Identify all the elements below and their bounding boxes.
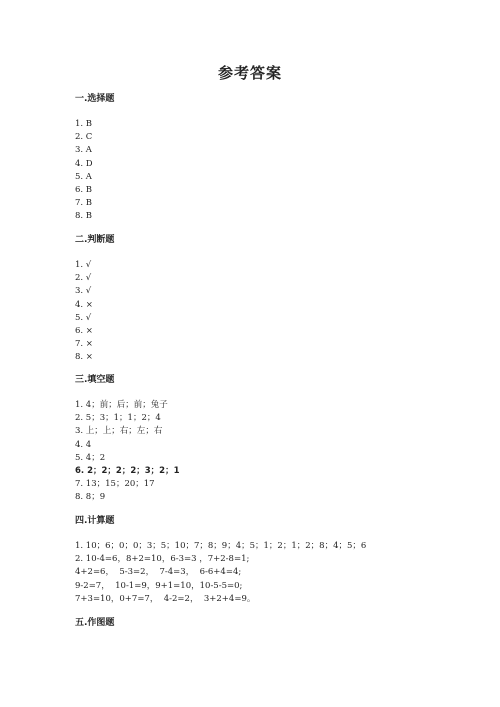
answer-line: 5. √ <box>75 312 92 323</box>
section-choice <box>75 92 435 224</box>
answer-line: 8. B <box>75 211 93 222</box>
section-heading: 二.判断题 <box>75 235 115 245</box>
answer-line: 6. B <box>75 184 93 195</box>
answer-line: 7. B <box>75 198 93 209</box>
answer-list <box>75 259 435 365</box>
section-heading: 一.选择题 <box>75 94 115 104</box>
answer-line: 9-2=7， 10-1=9，9+1=10，10-5-5=0; <box>75 580 243 591</box>
answer-list <box>75 118 435 224</box>
answer-line: 1. 4；前；后；前；兔子 <box>75 400 168 410</box>
answer-line: 7+3=10，0+7=7， 4-2=2， 3+2+4=9。 <box>75 593 256 604</box>
answer-line: 1. 10；6；0；0；3；5；10；7；8；9；4；5；1；2；1；2；8；4；5；6 <box>75 541 367 551</box>
answer-line: 4. × <box>75 299 93 310</box>
section-fill-blank <box>75 373 435 505</box>
answer-line: 2. 10-4=6，8+2=10，6-3=3 ，7+2-8=1; <box>75 554 250 565</box>
answer-line: 2. C <box>75 132 93 143</box>
page-title: 参考答案 <box>217 64 282 82</box>
answer-line: 1. B <box>75 119 93 129</box>
answer-line: 1. √ <box>75 260 92 270</box>
answer-line: 4+2=6， 5-3=2， 7-4=3， 6-6+4=4; <box>75 567 242 578</box>
section-drawing <box>75 616 435 630</box>
answer-line: 8. × <box>75 352 93 363</box>
answer-list <box>75 399 435 505</box>
answer-line: 5. A <box>75 171 92 182</box>
answer-line: 6. × <box>75 325 93 336</box>
answer-line: 2. 5；3；1；1；2；4 <box>75 413 161 424</box>
answer-line: 7. 13；15；20；17 <box>75 479 155 490</box>
answer-line: 2. √ <box>75 273 92 284</box>
answer-line: 6. 2；2；2；2；3；2；1 <box>75 465 180 476</box>
answer-line: 3. A <box>75 145 92 156</box>
answer-line: 4. D <box>75 158 93 169</box>
section-heading: 五.作图题 <box>75 618 115 628</box>
section-calculation <box>75 514 435 606</box>
section-heading: 三.填空题 <box>75 375 115 385</box>
answer-list <box>75 540 435 606</box>
answer-line: 7. × <box>75 339 93 350</box>
answer-line: 5. 4；2 <box>75 452 106 463</box>
section-judgment <box>75 233 435 365</box>
answer-line: 3. 上；上；右；左；右 <box>75 426 163 437</box>
answer-line: 4. 4 <box>75 439 92 450</box>
answer-line: 8. 8；9 <box>75 492 106 503</box>
section-heading: 四.计算题 <box>75 516 115 526</box>
answer-line: 3. √ <box>75 286 92 297</box>
